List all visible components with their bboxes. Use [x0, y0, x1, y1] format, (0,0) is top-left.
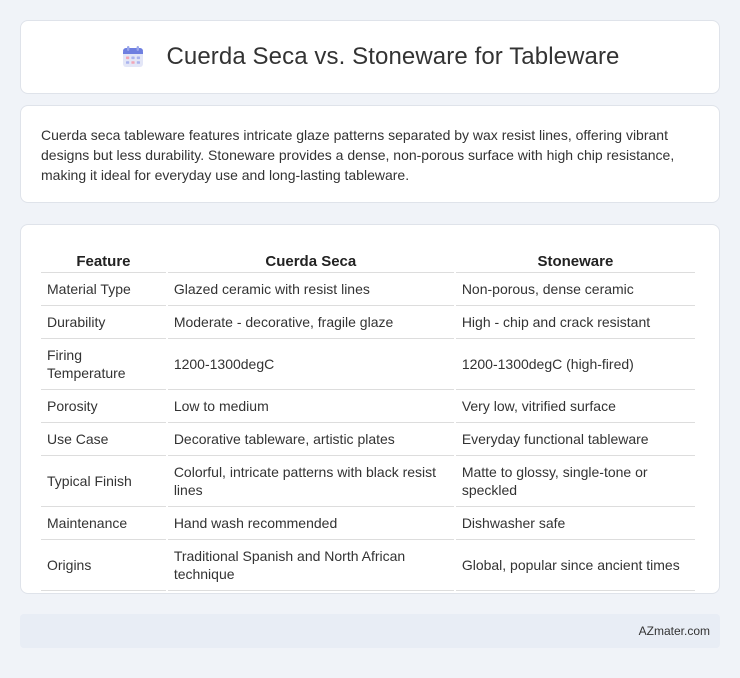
table-row — [41, 273, 695, 306]
stoneware-cell: Non-porous, dense ceramic — [456, 273, 695, 306]
feature-cell: Maintenance — [41, 507, 166, 540]
summary-card — [20, 105, 720, 203]
stoneware-cell: Global, popular since ancient times — [456, 540, 695, 591]
table-row — [41, 507, 695, 540]
footer-brand: AZmater.com — [638, 624, 710, 638]
summary-text: Cuerda seca tableware features intricate glaze patterns separated by wax resist lines, offering vibrant designs but less durability. Stoneware provides a dense, non-porous surface with high chip resistance, making it ideal for everyday use and long-lasting tableware. — [41, 127, 675, 183]
stoneware-cell: High - chip and crack resistant — [456, 306, 695, 339]
calendar-icon — [120, 44, 146, 70]
table-header-row — [41, 243, 695, 273]
footer-bar — [20, 614, 720, 648]
feature-cell: Typical Finish — [41, 456, 166, 507]
table-row — [41, 456, 695, 507]
table-row — [41, 306, 695, 339]
cuerda-seca-cell: Decorative tableware, artistic plates — [168, 423, 454, 456]
table-row — [41, 390, 695, 423]
cuerda-seca-cell: Low to medium — [168, 390, 454, 423]
page-title: Cuerda Seca vs. Stoneware for Tableware — [166, 43, 620, 70]
cuerda-seca-cell: Hand wash recommended — [168, 507, 454, 540]
feature-cell: Use Case — [41, 423, 166, 456]
cuerda-seca-cell: Traditional Spanish and North African technique — [168, 540, 454, 591]
cuerda-seca-cell: Moderate - decorative, fragile glaze — [168, 306, 454, 339]
table-row — [41, 423, 695, 456]
stoneware-cell: Dishwasher safe — [456, 507, 695, 540]
column-header-feature: Feature — [41, 243, 166, 273]
title-wrap — [120, 43, 619, 71]
feature-cell: Material Type — [41, 273, 166, 306]
stoneware-cell: Very low, vitrified surface — [456, 390, 695, 423]
feature-cell: Durability — [41, 306, 166, 339]
feature-cell: Origins — [41, 540, 166, 591]
feature-cell: Porosity — [41, 390, 166, 423]
comparison-table-card — [20, 224, 720, 594]
cuerda-seca-cell: Colorful, intricate patterns with black resist lines — [168, 456, 454, 507]
stoneware-cell: Matte to glossy, single-tone or speckled — [456, 456, 695, 507]
title-card — [20, 20, 720, 94]
feature-cell: Firing Temperature — [41, 339, 166, 390]
cuerda-seca-cell: 1200-1300degC — [168, 339, 454, 390]
stoneware-cell: Everyday functional tableware — [456, 423, 695, 456]
stoneware-cell: 1200-1300degC (high-fired) — [456, 339, 695, 390]
column-header-cuerda-seca: Cuerda Seca — [168, 243, 454, 273]
table-row — [41, 339, 695, 390]
comparison-table — [39, 243, 697, 591]
table-row — [41, 540, 695, 591]
cuerda-seca-cell: Glazed ceramic with resist lines — [168, 273, 454, 306]
column-header-stoneware: Stoneware — [456, 243, 695, 273]
